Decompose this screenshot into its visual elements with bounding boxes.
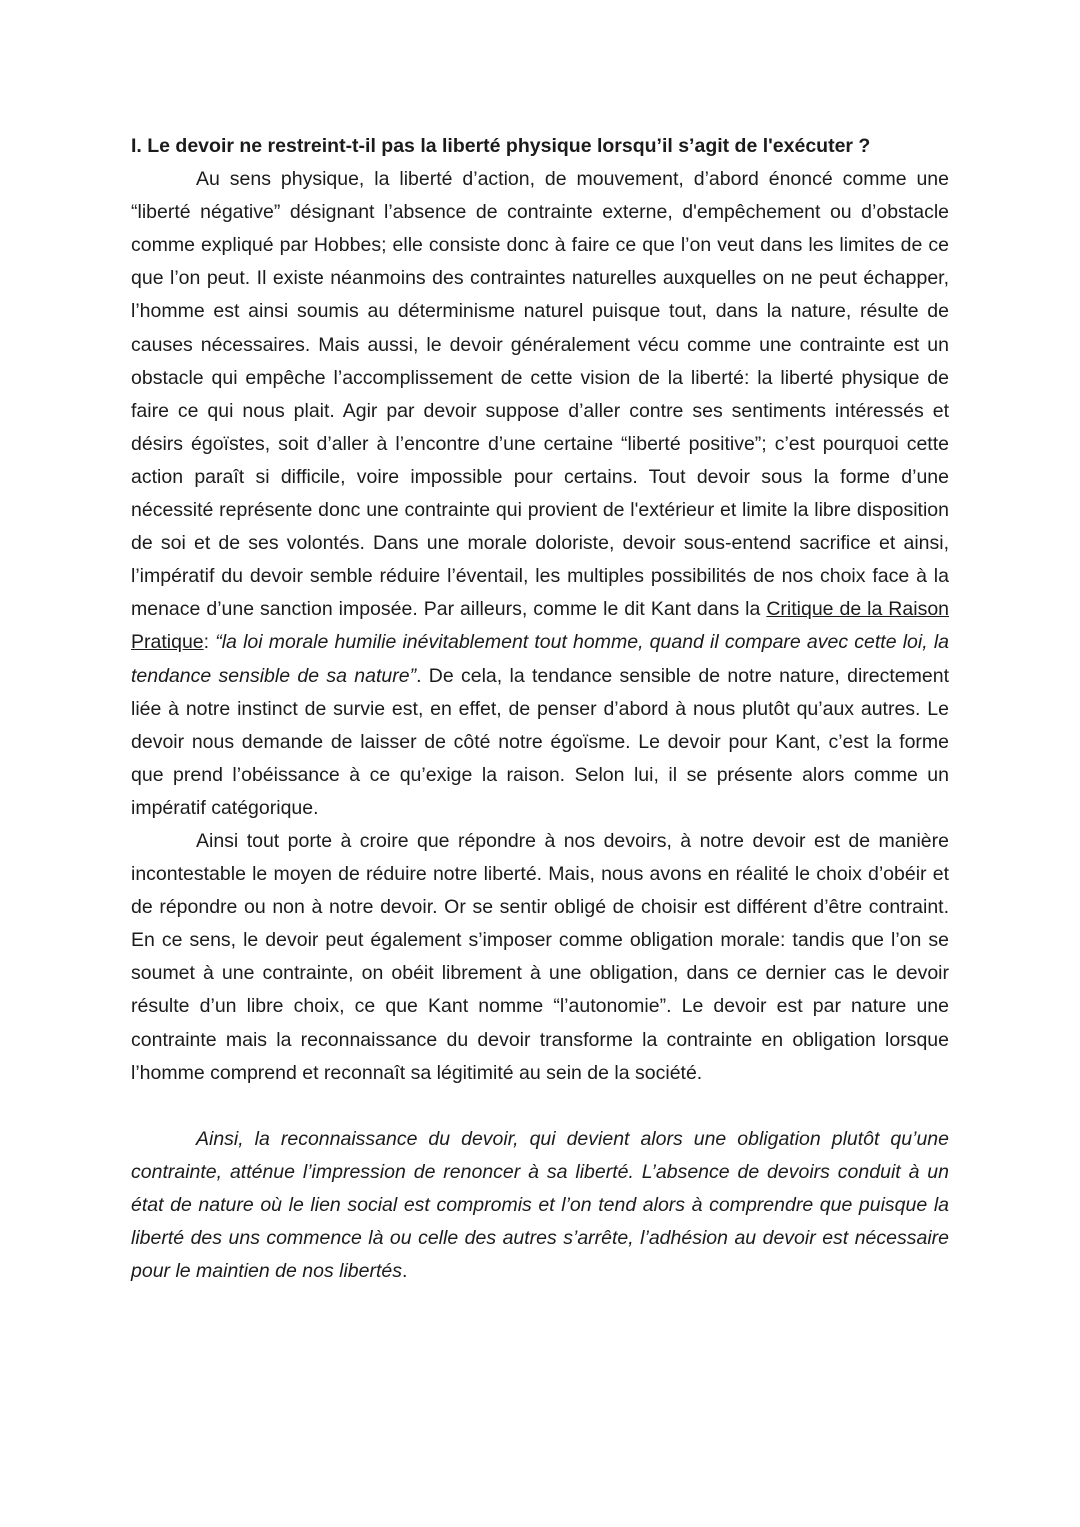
paragraph-text: . De cela, la tendance sensible de notre nature, directement liée à notre instinct de survie est, en effet, de penser d’abord à nous plutôt qu’aux autres. Le devoir nous demande de laisser de côté notre égoïsme. Le devoir pour Kant, c’est la forme que prend l’obéissance à ce qu’exige la raison. Selon lui, il se présente alors comme un impératif catégorique. bbox=[131, 664, 949, 819]
kant-quote: “la loi morale humilie inévitablement tout homme, quand il compare avec cette loi, la tendance sensible de sa nature” bbox=[131, 631, 949, 687]
book-title: Critique de la Raison Pratique bbox=[131, 598, 950, 654]
conclusion-period: . bbox=[402, 1260, 408, 1283]
section-heading: I. Le devoir ne restreint-t-il pas la liberté physique lorsqu’il s’agit de l'exécuter ? bbox=[131, 135, 871, 157]
document-page bbox=[131, 130, 949, 1288]
paragraph-obligation: Ainsi tout porte à croire que répondre à nos devoirs, à notre devoir est de manière incontestable le moyen de réduire notre liberté. Mais, nous avons en réalité le choix d’obéir et de répondre ou non à notre devoir. Or se sentir obligé de choisir est différent d’être contraint. En ce sens, le devoir peut également s’imposer comme obligation morale: tandis que l’on se soumet à une contrainte, on obéit librement à une obligation, dans ce dernier cas le devoir résulte d’un libre choix, ce que Kant nomme “l’autonomie”. Le devoir est par nature une contrainte mais la reconnaissance du devoir transforme la contrainte en obligation lorsque l’homme comprend et reconnaît sa légitimité au sein de la société. bbox=[131, 829, 949, 1084]
paragraph-text: Au sens physique, la liberté d’action, de mouvement, d’abord énoncé comme une “liberté négative” désignant l’absence de contrainte externe, d'empêchement ou d’obstacle comme expliqué par Hobbes; elle consiste donc à faire ce que l’on veut dans les limites de ce que l’on peut. Il existe néanmoins des contraintes naturelles auxquelles on ne peut échapper, l’homme est ainsi soumis au déterminisme naturel puisque tout, dans la nature, résulte de causes nécessaires. Mais aussi, le devoir généralement vécu comme une contrainte est un obstacle qui empêche l’accomplissement de cette vision de la liberté: la liberté physique de faire ce qui nous plait. Agir par devoir suppose d’aller contre ses sentiments intéressés et désirs égoïstes, soit d’aller à l’encontre d’une certaine “liberté positive”; c’est pourquoi cette action paraît si difficile, voire impossible pour certains. Tout devoir sous la forme d’une nécessité représente donc une contrainte qui provient de l'extérieur et limite la libre disposition de soi et de ses volontés. Dans une morale doloriste, devoir sous-entend sacrifice et ainsi, l’impératif du devoir semble réduire l’éventail, les multiples possibilités de nos choix face à la menace d’une sanction imposée. Par ailleurs, comme le dit Kant dans la bbox=[131, 168, 949, 621]
paragraph-conclusion bbox=[131, 1123, 949, 1288]
paragraph-gap bbox=[131, 1090, 949, 1123]
paragraph-text: : bbox=[203, 631, 216, 654]
paragraph-physical-liberty bbox=[131, 163, 949, 825]
conclusion-text: Ainsi, la reconnaissance du devoir, qui devient alors une obligation plutôt qu’une contrainte, atténue l’impression de renoncer à sa liberté. L’absence de devoirs conduit à un état de nature où le lien social est compromis et l’on tend alors à comprendre que puisque la liberté des uns commence là ou celle des autres s’arrête, l’adhésion au devoir est nécessaire pour le maintien de nos libertés bbox=[131, 1127, 949, 1283]
